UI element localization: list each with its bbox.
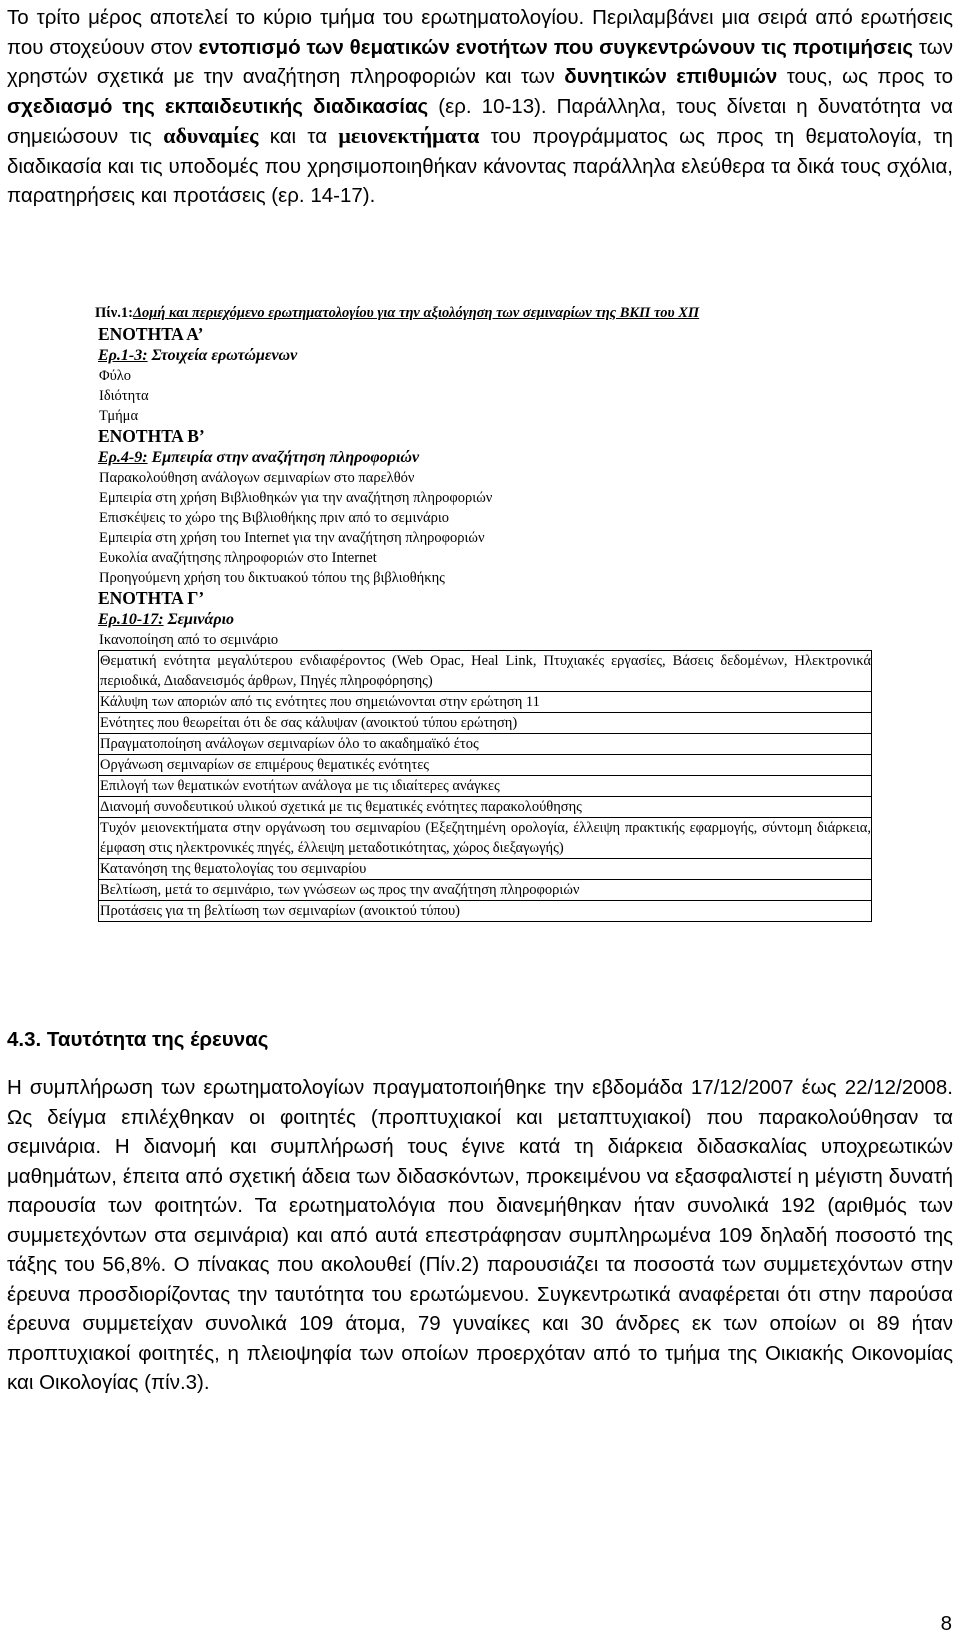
list-item: Θεματική ενότητα μεγαλύτερου ενδιαφέροντος (Web Opac, Heal Link, Πτυχιακές εργασίες, Βάσεις δεδομένων, Ηλεκτρονικά περιοδικά, Διαδανεισμός άρθρων, Πηγές πληροφόρησης) bbox=[100, 653, 871, 689]
section-b-title: ΕΝΟΤΗΤΑ Β’ bbox=[98, 426, 205, 446]
list-item: Επισκέψεις το χώρο της Βιβλιοθήκης πριν από το σεμινάριο bbox=[99, 510, 449, 526]
intro-text: του προγράμματος ως προς τη θεματολογία, τη διαδικασία και τις υποδομές που χρησιμοποιηθήκαν κάνοντας παράλληλα ελεύθερα τα δικά τους σχόλια, παρατηρήσεις και προτάσεις (ερ. 14-17). bbox=[7, 125, 953, 207]
intro-emphasis: αδυναμίες bbox=[163, 123, 259, 148]
intro-emphasis: εντοπισμό των θεματικών ενοτήτων που συγκεντρώνουν τις προτιμήσεις bbox=[198, 35, 914, 59]
list-item: Διανομή συνοδευτικού υλικού σχετικά με τις θεματικές ενότητες παρακολούθησης bbox=[99, 796, 871, 817]
section-c-items bbox=[98, 630, 872, 650]
list-item: Ιδιότητα bbox=[99, 388, 149, 404]
body-paragraph: Η συμπλήρωση των ερωτηματολογίων πραγματοποιήθηκε την εβδομάδα 17/12/2007 έως 22/12/2008. Ως δείγμα επιλέχθηκαν οι φοιτητές (προπτυχιακοί και μεταπτυχιακοί) που παρακολούθησαν τα σεμινάρια. Η διανομή και συμπλήρωσή τους έγινε κατά τη διάρκεια διδασκαλίας υποχρεωτικών μαθημάτων, έπειτα από σχετική άδεια των διδασκόντων, προκειμένου να εξασφαλιστεί η μέγιστη δυνατή παρουσία των φοιτητών. Τα ερωτηματολόγια που διανεμήθηκαν ήταν συνολικά 192 (αριθμός των συμμετεχόντων στα σεμινάρια) και από αυτά επεστράφησαν συμπληρωμένα 109 δηλαδή ποσοστό της τάξης του 56,8%. Ο πίνακας που ακολουθεί (Πίν.2) παρουσιάζει τα ποσοστά των συμμετεχόντων στην έρευνα προσδιορίζοντας την ταυτότητα του ερωτώμενου. Συγκεντρωτικά αναφέρεται ότι στην παρούσα έρευνα συμμετείχαν συνολικά 109 άτομα, 79 γυναίκες και 30 άνδρες εκ των οποίων οι 89 ήταν προπτυχιακοί φοιτητές, η πλειοψηφία των οποίων προερχόταν από το τμήμα της Οικιακής Οικονομίας και Οικολογίας (πίν.3). bbox=[7, 1076, 953, 1394]
section-b-subtitle-text: Εμπειρία στην αναζήτηση πληροφοριών bbox=[147, 449, 420, 466]
list-item: Ενότητες που θεωρείται ότι δε σας κάλυψαν (ανοικτού τύπου ερώτηση) bbox=[99, 712, 871, 733]
list-item: Ικανοποίηση από το σεμινάριο bbox=[99, 632, 279, 648]
intro-emphasis: δυνητικών επιθυμιών bbox=[564, 65, 778, 88]
list-item: Φύλο bbox=[99, 368, 132, 384]
list-item: Τμήμα bbox=[99, 408, 139, 424]
section-a-title: ΕΝΟΤΗΤΑ Α’ bbox=[98, 324, 204, 344]
list-item: Προηγούμενη χρήση του δικτυακού τόπου της βιβλιοθήκης bbox=[99, 570, 445, 586]
section-a-subtitle-text: Στοιχεία ερωτώμενων bbox=[147, 347, 298, 364]
section-c-title: ΕΝΟΤΗΤΑ Γ’ bbox=[98, 588, 205, 608]
list-item: Παρακολούθηση ανάλογων σεμιναρίων στο παρελθόν bbox=[99, 470, 415, 486]
section-c-label: Ερ.10-17: bbox=[98, 611, 164, 628]
section-b-subtitle bbox=[98, 447, 872, 468]
list-item: Εμπειρία στη χρήση του Internet για την αναζήτηση πληροφοριών bbox=[99, 530, 485, 546]
section-a-items bbox=[98, 366, 872, 426]
caption-number: Πίν.1: bbox=[95, 305, 133, 321]
caption-text: Δομή και περιεχόμενο ερωτηματολογίου για την αξιολόγηση των σεμιναρίων της ΒΚΠ του ΧΠ bbox=[132, 305, 700, 321]
list-item: Κάλυψη των αποριών από τις ενότητες που σημειώνονται στην ερώτηση 11 bbox=[99, 691, 871, 712]
section-b-items bbox=[98, 468, 872, 588]
list-item: Βελτίωση, μετά το σεμινάριο, των γνώσεων ως προς την αναζήτηση πληροφοριών bbox=[99, 879, 871, 900]
intro-text: των χρηστών σχετικά με την αναζήτηση πληροφοριών και των bbox=[7, 35, 953, 88]
section-b-label: Ερ.4-9: bbox=[98, 449, 148, 466]
intro-text: Το τρίτο μέρος αποτελεί το κύριο τμήμα του ερωτηματολογίου. Περιλαμβάνει μια σειρά από ερωτήσεις που στοχεύουν στον bbox=[7, 6, 953, 59]
list-item: Οργάνωση σεμιναρίων σε επιμέρους θεματικές ενότητες bbox=[99, 754, 871, 775]
section-c-subtitle bbox=[98, 609, 872, 630]
intro-emphasis: μειονεκτήματα bbox=[338, 123, 480, 148]
questionnaire-table bbox=[95, 303, 872, 922]
section-c-boxed-items bbox=[98, 650, 872, 922]
section-a-label: Ερ.1-3: bbox=[98, 347, 148, 364]
list-item: Κατανόηση της θεματολογίας του σεμιναρίου bbox=[99, 858, 871, 879]
list-item: Πραγματοποίηση ανάλογων σεμιναρίων όλο το ακαδημαϊκό έτος bbox=[99, 733, 871, 754]
list-item: Ευκολία αναζήτησης πληροφοριών στο Internet bbox=[99, 550, 377, 566]
section-c-subtitle-text: Σεμινάριο bbox=[163, 611, 235, 628]
section-heading: 4.3. Ταυτότητα της έρευνας bbox=[7, 1028, 269, 1051]
list-item: Επιλογή των θεματικών ενοτήτων ανάλογα με τις ιδιαίτερες ανάγκες bbox=[99, 775, 871, 796]
list-item: Εμπειρία στη χρήση Βιβλιοθηκών για την αναζήτηση πληροφοριών bbox=[99, 490, 493, 506]
list-item: Τυχόν μειονεκτήματα στην οργάνωση του σεμιναρίου (Εξεζητημένη ορολογία, έλλειψη πρακτικής εφαρμογής, σύντομη διάρκεια, έμφαση στις ηλεκτρονικές πηγές, έλλειψη μεταδοτικότητας, χώρος διεξαγωγής) bbox=[99, 817, 871, 858]
page-number: 8 bbox=[940, 1612, 952, 1635]
section-a-subtitle bbox=[98, 345, 872, 366]
table-caption bbox=[95, 303, 872, 324]
intro-text: τους, ως προς το bbox=[777, 65, 953, 88]
intro-emphasis: σχεδιασμό της εκπαιδευτικής διαδικασίας bbox=[7, 94, 429, 118]
intro-text: (ερ. 10-13). Παράλληλα, τους δίνεται η δυνατότητα να σημειώσουν τις bbox=[7, 94, 953, 148]
intro-text: και τα bbox=[258, 125, 339, 148]
intro-paragraph bbox=[7, 3, 953, 211]
list-item: Προτάσεις για τη βελτίωση των σεμιναρίων (ανοικτού τύπου) bbox=[99, 900, 871, 921]
